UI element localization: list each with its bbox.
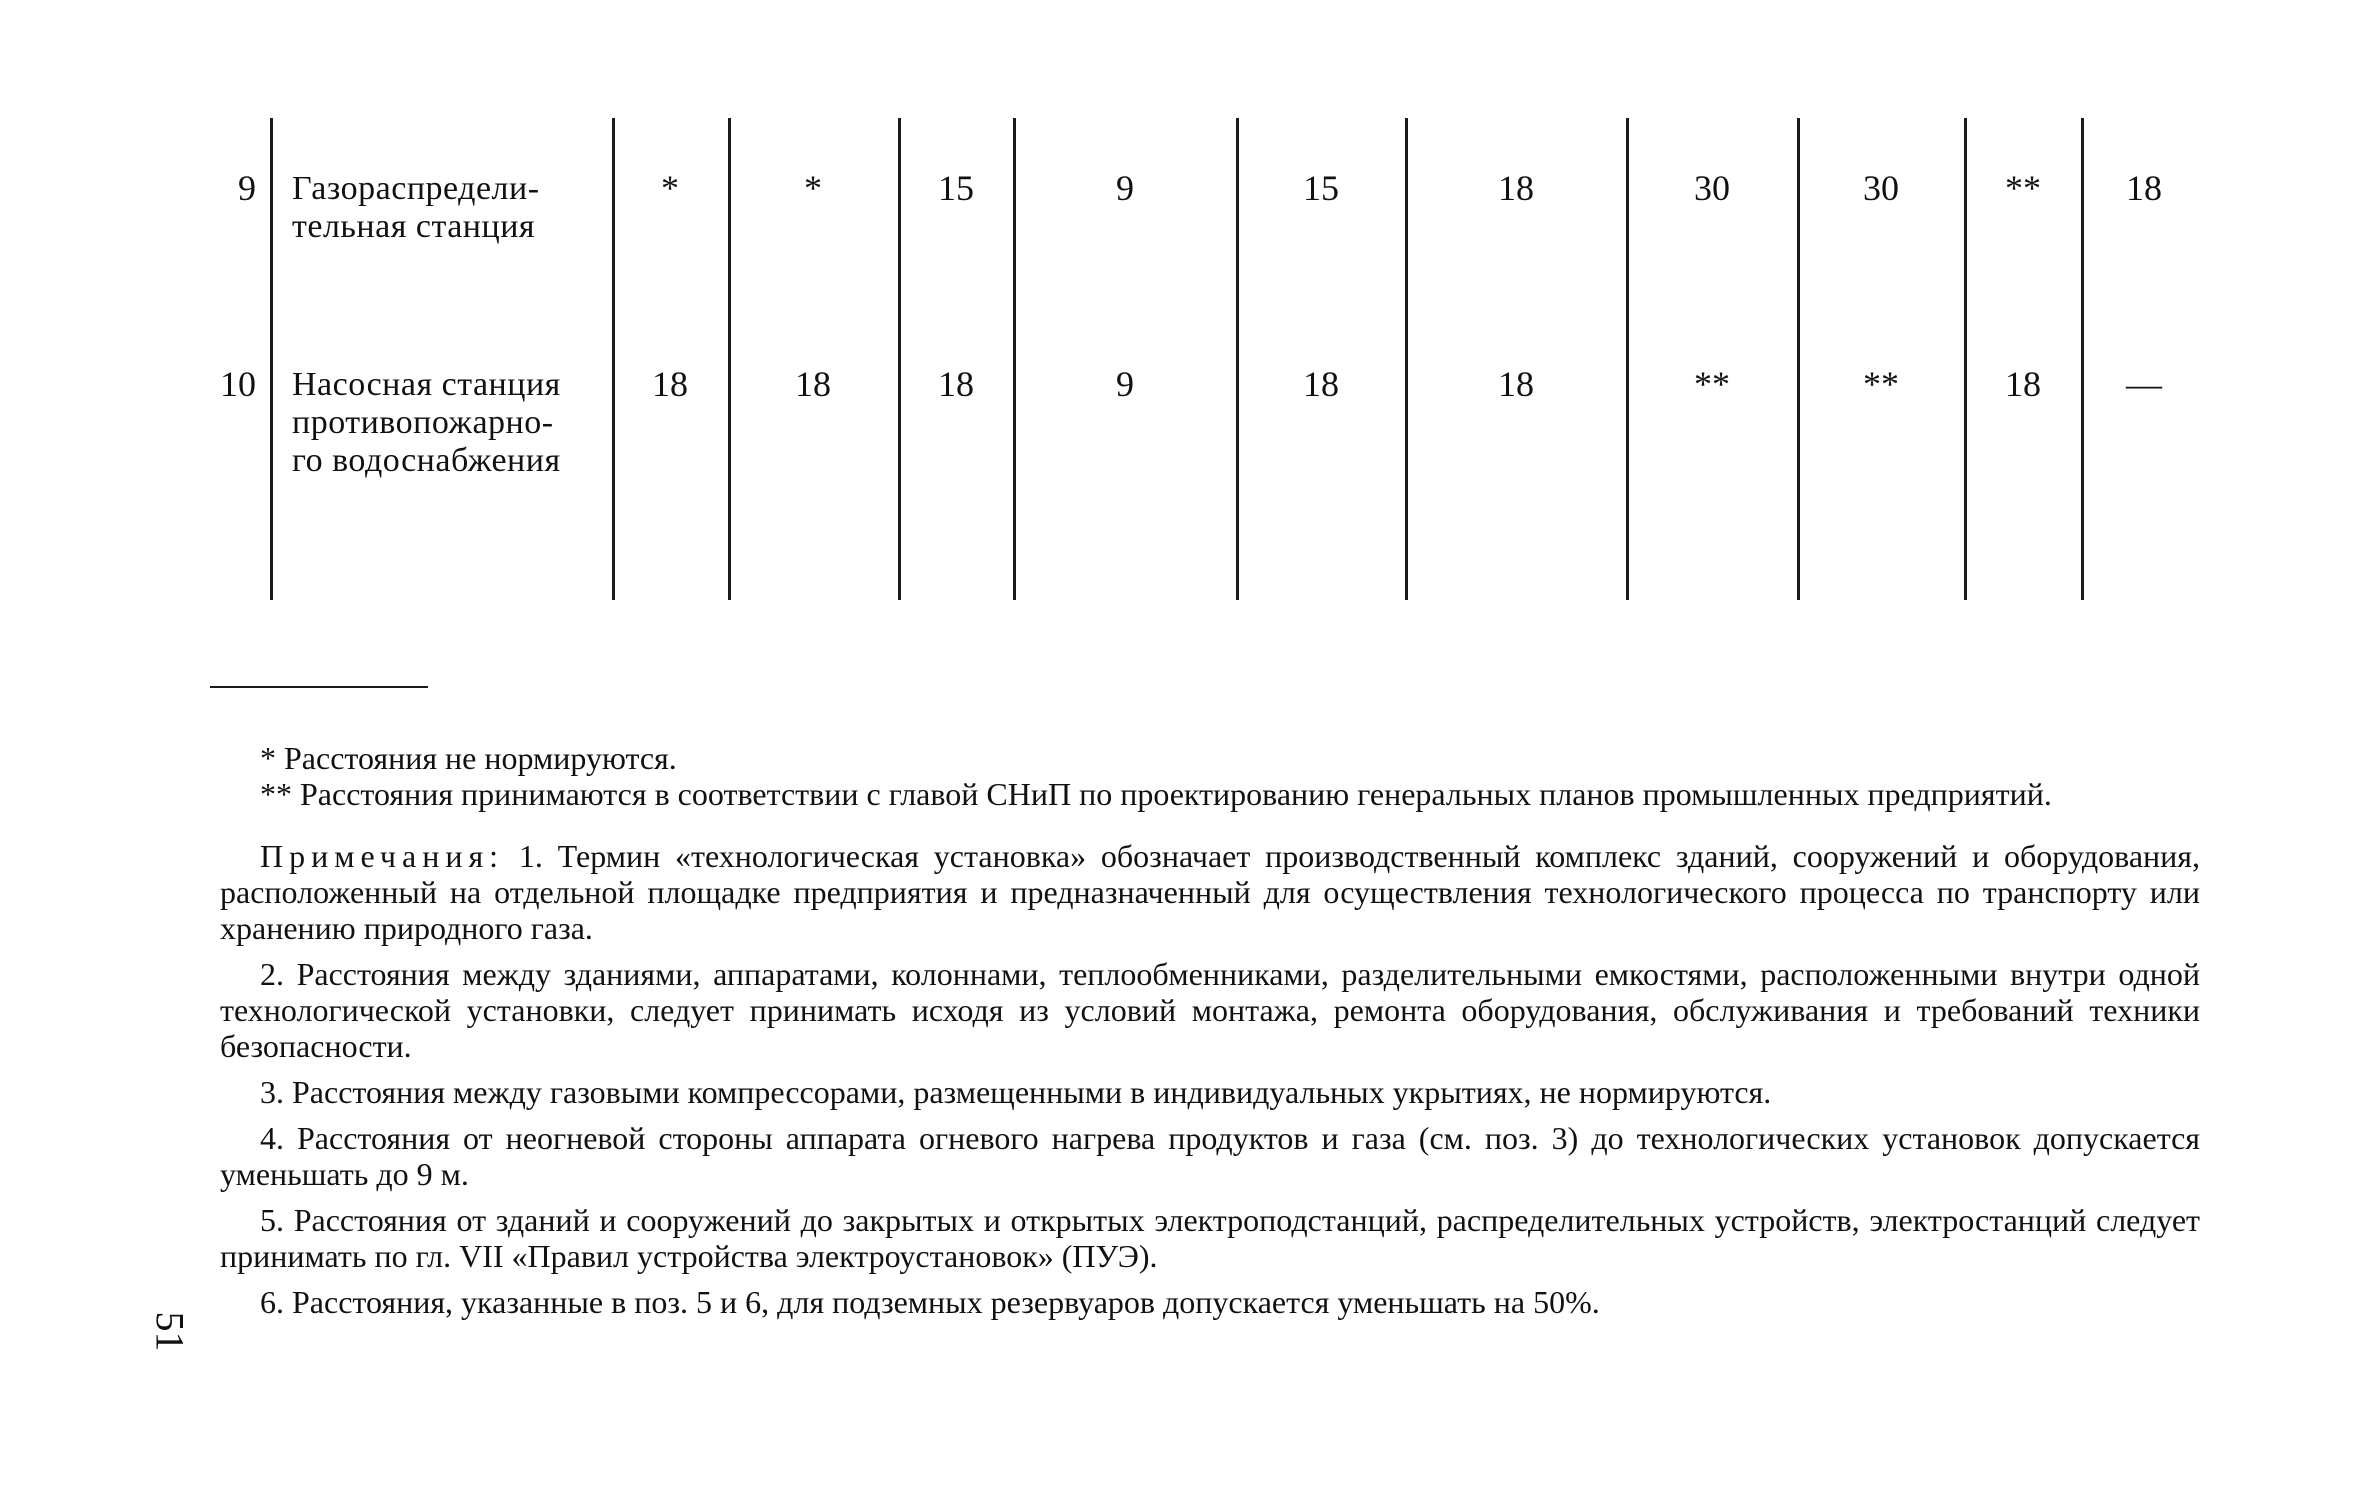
note-3: 3. Расстояния между газовыми компрессорами, размещенными в индивидуальных укрытиях, не нормируются. [260, 1074, 1772, 1110]
table-cell: ** [1863, 364, 1899, 404]
table-cell: 30 [1863, 168, 1899, 208]
table-cell: 18 [652, 364, 688, 404]
table-cell: 15 [1303, 168, 1339, 208]
notes-heading: Примечания: [260, 838, 505, 874]
table-cell: 9 [1116, 168, 1134, 208]
row-number: 9 [238, 168, 256, 208]
row-name [292, 366, 610, 480]
table-cell: 18 [1498, 168, 1534, 208]
table-cell: * [661, 168, 679, 208]
table-cell: — [2126, 364, 2162, 404]
note-1-text: 1. Термин «технологическая установка» обозначает производственный комплекс зданий, сооружений и оборудования, расположенный на отдельной площадке предприятия и предназначенный для осуществления технологического процесса по транспорту или хранению природного газа. [220, 838, 2201, 946]
row-name-line: го водоснабжения [292, 442, 561, 479]
table-cell: 18 [2005, 364, 2041, 404]
row-name-line: Газораспредели- [292, 170, 540, 207]
table-cell: 30 [1694, 168, 1730, 208]
row-name [292, 170, 610, 246]
row-name-line: Насосная станция [292, 366, 561, 403]
note-4: 4. Расстояния от неогневой стороны аппарата огневого нагрева продуктов и газа (см. поз. 3) до технологических установок допускается уменьшать до 9 м. [220, 1120, 2200, 1192]
table-cell: 18 [1303, 364, 1339, 404]
table-cell: * [804, 168, 822, 208]
footnote-2: ** Расстояния принимаются в соответствии с главой СНиП по проектированию генеральных планов промышленных предприятий. [260, 776, 2052, 812]
table-cell: 18 [795, 364, 831, 404]
table-cell: 9 [1116, 364, 1134, 404]
row-name-line: противопожарно- [292, 404, 554, 441]
table-rule-left [270, 118, 273, 600]
table-cell: ** [2005, 168, 2041, 208]
note-1 [220, 838, 2200, 946]
table-cell: ** [1694, 364, 1730, 404]
page-number: 51 [147, 1311, 193, 1352]
notes-block [220, 740, 2200, 1330]
table-cell: 18 [938, 364, 974, 404]
footnote-separator [210, 686, 428, 688]
row-name-line: тельная станция [292, 208, 536, 245]
note-5: 5. Расстояния от зданий и сооружений до закрытых и открытых электроподстанций, распределительных устройств, электростанций следует принимать по гл. VII «Правил устройства электроустановок» (ПУЭ). [220, 1202, 2200, 1274]
note-2: 2. Расстояния между зданиями, аппаратами, колоннами, теплообменниками, разделительными емкостями, расположенными внутри одной технологической установки, следует принимать исходя из условий монтажа, ремонта оборудования, обслуживания и требований техники безопасности. [220, 956, 2200, 1064]
table-cell: 18 [1498, 364, 1534, 404]
row-number: 10 [220, 364, 256, 404]
footnote-1: * Расстояния не нормируются. [260, 740, 677, 776]
table-cell: 18 [2126, 168, 2162, 208]
note-6: 6. Расстояния, указанные в поз. 5 и 6, для подземных резервуаров допускается уменьшать на 50%. [260, 1284, 1600, 1320]
table-cell: 15 [938, 168, 974, 208]
